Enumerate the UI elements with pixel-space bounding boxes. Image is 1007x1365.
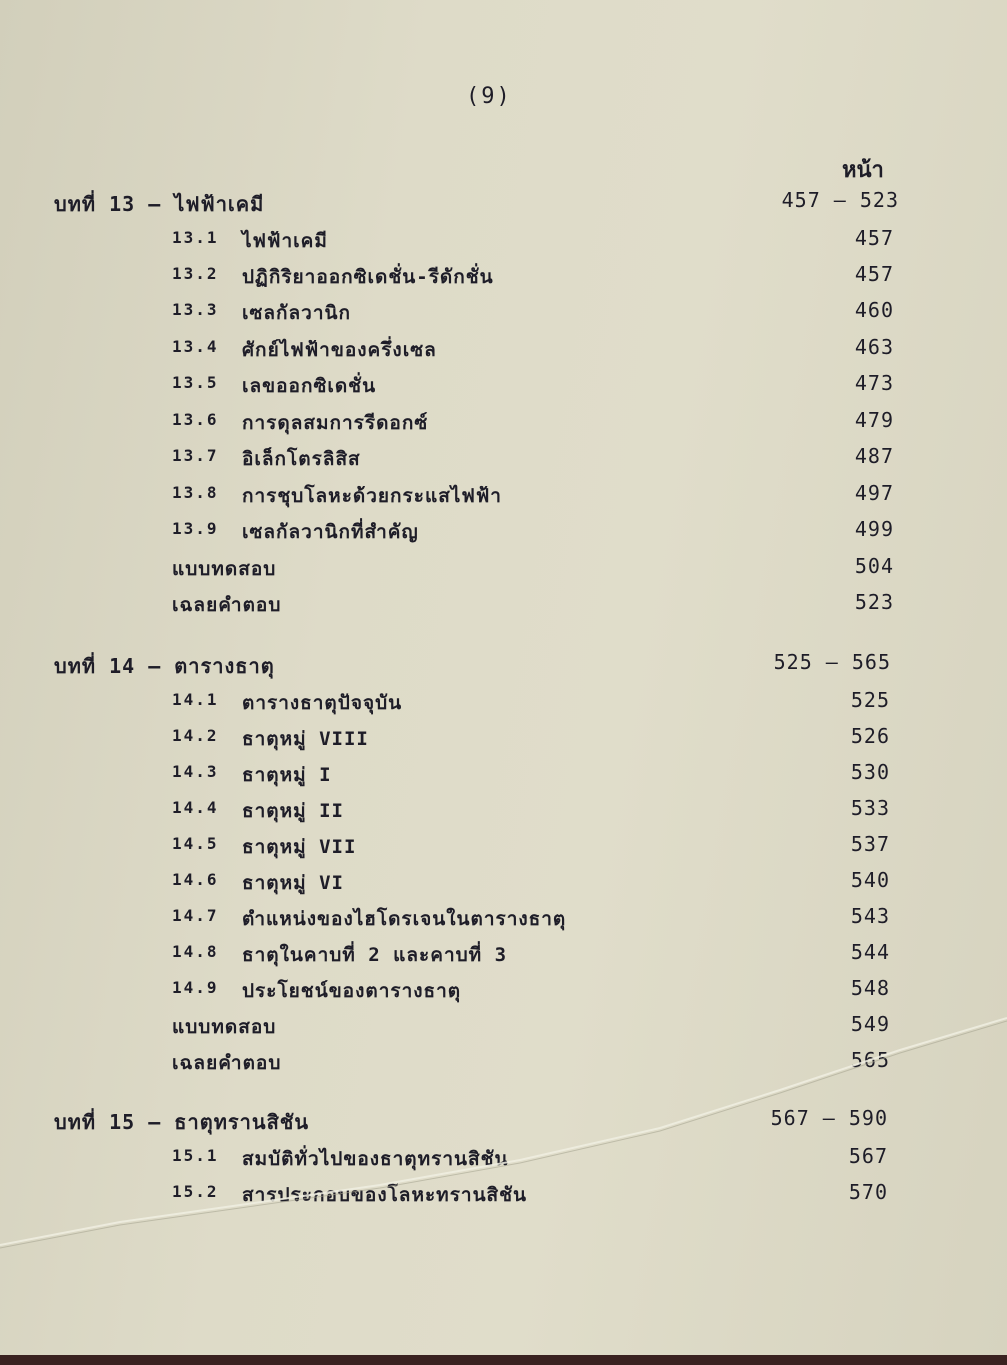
section-page: 473 <box>854 371 894 395</box>
section-number: 13.6 <box>172 410 219 429</box>
section-page: 487 <box>854 444 894 468</box>
section-title: ประโยชน์ของตารางธาตุ <box>242 980 462 1002</box>
section-page: 460 <box>854 298 894 322</box>
chapter-page-range: 457 – 523 <box>781 188 899 212</box>
section-page: 565 <box>850 1048 890 1072</box>
section-page: 525 <box>850 688 890 712</box>
section-page: 540 <box>850 868 890 892</box>
toc-entry <box>172 724 890 754</box>
section-title: ตำแหน่งของไฮโดรเจนในตารางธาตุ <box>242 908 567 930</box>
section-page: 499 <box>854 517 894 541</box>
section-title: แบบทดสอบ <box>172 1016 277 1038</box>
toc-entry-answers <box>172 590 894 620</box>
section-title: เลขออกซิเดชั่น <box>242 375 377 397</box>
section-number: 14.3 <box>172 762 219 781</box>
section-page: 549 <box>850 1012 890 1036</box>
section-title: ตารางธาตุปัจจุบัน <box>242 692 403 714</box>
section-title: ไฟฟ้าเคมี <box>242 230 328 252</box>
toc-entry <box>172 976 890 1006</box>
section-title: ปฏิกิริยาออกซิเดชั่น-รีดักชั่น <box>242 266 494 288</box>
section-page: 567 <box>848 1144 888 1168</box>
section-number: 14.6 <box>172 870 219 889</box>
chapter-page-range: 567 – 590 <box>770 1106 888 1130</box>
toc-entry-exercises <box>172 1012 890 1042</box>
section-page: 523 <box>854 590 894 614</box>
section-number: 14.1 <box>172 690 219 709</box>
toc-entry <box>172 262 894 292</box>
section-title: เซลกัลวานิก <box>242 302 352 324</box>
section-title: การชุบโลหะด้วยกระแสไฟฟ้า <box>242 485 502 507</box>
section-title: ธาตุหมู่ VII <box>242 836 357 858</box>
section-page: 497 <box>854 481 894 505</box>
section-number: 13.5 <box>172 373 219 392</box>
section-title: ธาตุในคาบที่ 2 และคาบที่ 3 <box>242 944 508 966</box>
chapter-page-range: 525 – 565 <box>773 650 891 674</box>
section-number: 14.4 <box>172 798 219 817</box>
section-page: 526 <box>850 724 890 748</box>
section-page: 479 <box>854 408 894 432</box>
toc-entry <box>172 904 890 934</box>
section-page: 544 <box>850 940 890 964</box>
toc-entry <box>172 298 894 328</box>
toc-entry <box>172 226 894 256</box>
section-number: 14.2 <box>172 726 219 745</box>
section-page: 463 <box>854 335 894 359</box>
section-title: เฉลยคำตอบ <box>172 594 282 616</box>
section-number: 15.2 <box>172 1182 219 1201</box>
section-page: 537 <box>850 832 890 856</box>
toc-entry-answers <box>172 1048 890 1078</box>
section-title: ศักย์ไฟฟ้าของครึ่งเซล <box>242 339 437 361</box>
toc-entry <box>172 444 894 474</box>
section-number: 13.3 <box>172 300 219 319</box>
toc-entry <box>172 868 890 898</box>
section-title: ธาตุหมู่ VI <box>242 872 344 894</box>
section-page: 457 <box>854 226 894 250</box>
section-number: 13.2 <box>172 264 219 283</box>
toc-entry <box>172 408 894 438</box>
section-title: ธาตุหมู่ I <box>242 764 332 786</box>
toc-entry <box>172 940 890 970</box>
section-number: 14.7 <box>172 906 219 925</box>
section-number: 15.1 <box>172 1146 219 1165</box>
chapter-title: บทที่ 13 – ไฟฟ้าเคมี <box>54 192 265 216</box>
section-title: เซลกัลวานิกที่สำคัญ <box>242 521 419 543</box>
section-title: เฉลยคำตอบ <box>172 1052 282 1074</box>
section-page: 570 <box>848 1180 888 1204</box>
section-number: 13.7 <box>172 446 219 465</box>
section-page: 530 <box>850 760 890 784</box>
section-title: สมบัติทั่วไปของธาตุทรานสิชัน <box>242 1148 509 1170</box>
chapter-heading <box>54 650 891 682</box>
section-page: 457 <box>854 262 894 286</box>
toc-entry <box>172 796 890 826</box>
toc-entry <box>172 688 890 718</box>
toc-entry <box>172 481 894 511</box>
toc-entry <box>172 1180 888 1210</box>
toc-entry <box>172 832 890 862</box>
section-title: แบบทดสอบ <box>172 558 277 580</box>
chapter-title: บทที่ 14 – ตารางธาตุ <box>54 654 275 678</box>
section-page: 504 <box>854 554 894 578</box>
toc-entry <box>172 517 894 547</box>
toc-entry <box>172 760 890 790</box>
chapter-title: บทที่ 15 – ธาตุทรานสิชัน <box>54 1110 310 1134</box>
toc-entry <box>172 335 894 365</box>
toc-entry-exercises <box>172 554 894 584</box>
section-title: ธาตุหมู่ II <box>242 800 344 822</box>
page-column-label: หน้า <box>842 158 884 183</box>
section-number: 13.1 <box>172 228 219 247</box>
section-page: 548 <box>850 976 890 1000</box>
toc-entry <box>172 371 894 401</box>
section-number: 13.4 <box>172 337 219 356</box>
section-title: ธาตุหมู่ VIII <box>242 728 369 750</box>
section-page: 533 <box>850 796 890 820</box>
section-number: 14.5 <box>172 834 219 853</box>
section-page: 543 <box>850 904 890 928</box>
section-number: 14.9 <box>172 978 219 997</box>
section-title: สารประกอบของโลหะทรานสิชัน <box>242 1184 528 1206</box>
page-number: (9) <box>466 84 512 109</box>
section-number: 13.9 <box>172 519 219 538</box>
section-title: การดุลสมการรีดอกซ์ <box>242 412 429 434</box>
chapter-heading <box>54 1106 888 1138</box>
page-bottom-edge <box>0 1355 1007 1365</box>
section-number: 13.8 <box>172 483 219 502</box>
section-number: 14.8 <box>172 942 219 961</box>
toc-entry <box>172 1144 888 1174</box>
section-title: อิเล็กโตรลิสิส <box>242 448 361 470</box>
chapter-heading <box>54 188 899 220</box>
